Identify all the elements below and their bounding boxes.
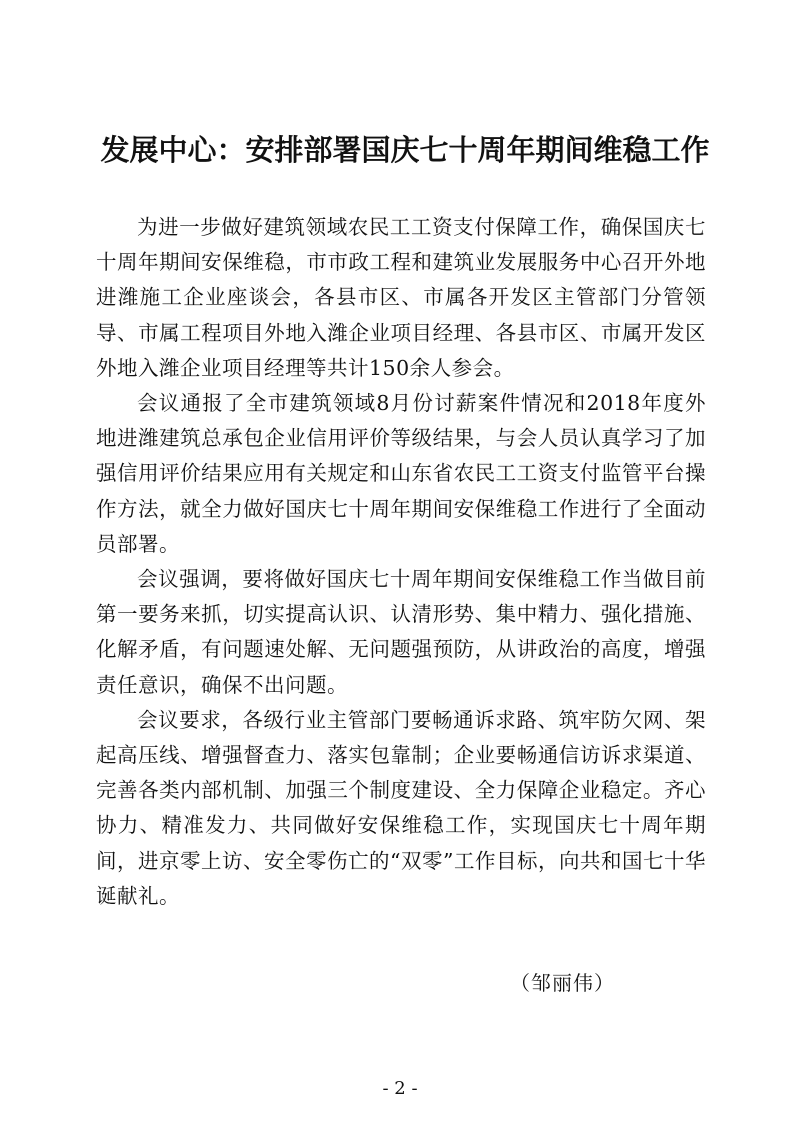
document-body [96, 210, 706, 914]
paragraph-1: 为进一步做好建筑领域农民工工资支付保障工作，确保国庆七十周年期间安保维稳，市市政工程和建筑业发展服务中心召开外地进潍施工企业座谈会，各县市区、市属各开发区主管部门分管领导、市属工程项目外地入潍企业项目经理、各县市区、市属开发区外地入潍企业项目经理等共计150余人参会。 [96, 215, 706, 380]
paragraph-4: 会议要求，各级行业主管部门要畅通诉求路、筑牢防欠网、架起高压线、增强督查力、落实包靠制；企业要畅通信访诉求渠道、完善各类内部机制、加强三个制度建设、全力保障企业稳定。齐心协力、精准发力、共同做好安保维稳工作，实现国庆七十周年期间，进京零上访、安全零伤亡的“双零”工作目标，向共和国七十华诞献礼。 [96, 707, 706, 908]
page-number: - 2 - [382, 1078, 418, 1099]
author-signature: （邹丽伟） [510, 971, 615, 995]
paragraph-2: 会议通报了全市建筑领域8月份讨薪案件情况和2018年度外地进潍建筑总承包企业信用评价等级结果，与会人员认真学习了加强信用评价结果应用有关规定和山东省农民工工资支付监管平台操作方法，就全力做好国庆七十周年期间安保维稳工作进行了全面动员部署。 [96, 391, 706, 556]
document-title: 发展中心：安排部署国庆七十周年期间维稳工作 [100, 133, 710, 167]
paragraph-3: 会议强调，要将做好国庆七十周年期间安保维稳工作当做目前第一要务来抓，切实提高认识、认清形势、集中精力、强化措施、化解矛盾，有问题速处解、无问题强预防，从讲政治的高度，增强责任意识，确保不出问题。 [96, 567, 706, 697]
